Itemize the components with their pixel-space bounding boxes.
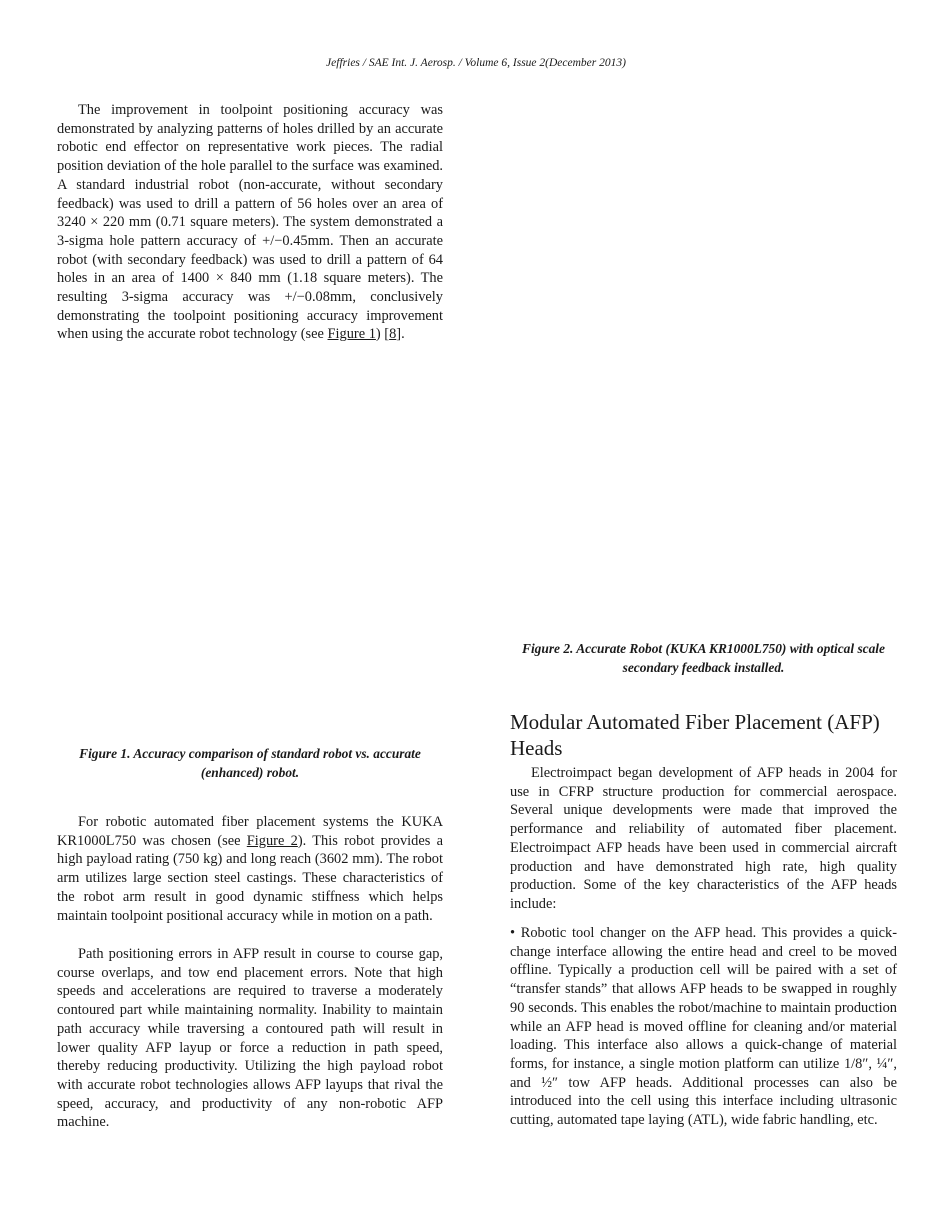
paragraph-text: ). This robot provides a high payload rating (750 kg) and long reach (3602 mm). The robot arm utilizes large section steel castings. These characteristics of the robot arm result in good dynamic stiffness which helps maintain toolpoint positional accuracy while in motion on a path. xyxy=(57,832,444,924)
paragraph-kuka-robot xyxy=(57,813,443,925)
paragraph-afp-development: Electroimpact began development of AFP heads in 2004 for use in CFRP structure production for commercial aerospace. Several unique developments were made that improved the performance and reliability of automated fiber placement. Electroimpact AFP heads have been used in commercial aircraft production and have demonstrated high rate, high quality production. Some of the key characteristics of the AFP heads include: xyxy=(510,765,897,912)
reference-8-link[interactable]: 8 xyxy=(389,326,397,343)
paragraph-text: For robotic automated fiber placement systems the KUKA KR1000L750 was chosen (see xyxy=(57,814,443,849)
figure-2-image xyxy=(510,100,897,630)
paragraph-text: ) [ xyxy=(375,326,390,343)
figure-1-image xyxy=(57,392,443,737)
paragraph-path-errors: Path positioning errors in AFP result in course to course gap, course overlaps, and tow end placement errors. Note that high speeds and accelerations are required to traverse a moderately contoured part while maintaining normality. Inability to maintain path accuracy while traversing a contoured path will result in lower quality AFP layup or force a reduction in path speed, thereby reducing productivity. Utilizing the high payload robot with accurate robot technologies allows AFP layups that rival the speed, accuracy, and productivity of any non-robotic AFP machine. xyxy=(57,946,443,1131)
figure-2-link[interactable]: Figure 2 xyxy=(246,832,298,849)
figure-1-link[interactable]: Figure 1 xyxy=(327,326,376,343)
figure-2-caption: Figure 2. Accurate Robot (KUKA KR1000L750) with optical scale secondary feedback installed. xyxy=(522,641,885,675)
running-header: Jeffries / SAE Int. J. Aerosp. / Volume 6, Issue 2(December 2013) xyxy=(326,57,626,69)
paragraph-text: The improvement in toolpoint positioning accuracy was demonstrated by analyzing patterns of holes drilled by an accurate robotic end effector on representative work pieces. The radial position deviation of the hole parallel to the surface was examined. A standard industrial robot (non-accurate, without secondary feedback) was used to drill a pattern of 56 holes over an area of 3240 × 220 mm (0.71 square meters). The system demonstrated a 3-sigma hole pattern accuracy of +/−0.45mm. Then an accurate robot (with secondary feedback) was used to drill a pattern of 64 holes in an area of 1400 × 840 mm (1.18 square meters). The resulting 3-sigma accuracy was +/−0.08mm, conclusively demonstrating the toolpoint positioning accuracy improvement when using the accurate robot technology (see xyxy=(57,102,443,343)
figure-1-caption: Figure 1. Accuracy comparison of standard robot vs. accurate (enhanced) robot. xyxy=(79,746,421,780)
paragraph-accuracy-demo xyxy=(57,101,443,344)
bullet-text: Robotic tool changer on the AFP head. This provides a quick-change interface allowing the entire head and creel to be moved offline. Typically a production cell will be paired with a set of “transfer stands” that allows AFP heads to be swapped in roughly 90 seconds. This enables the robot/machine to maintain production while an AFP head is moved offline for cleaning and/or material loading. This interface also allows a quick-change of material forms, for instance, a single motion platform can utilize 1/8″, ¼″, and ½″ tow AFP heads. Additional processes can also be introduced into the cell using this interface including ultrasonic cutting, automated tape laying (ATL), wide fabric handling, etc. xyxy=(510,925,897,1129)
bullet-tool-changer xyxy=(510,924,897,1130)
paragraph-text: ]. xyxy=(396,326,405,343)
section-heading-afp: Modular Automated Fiber Placement (AFP) Heads xyxy=(510,710,880,760)
bullet-marker: • xyxy=(510,925,516,941)
